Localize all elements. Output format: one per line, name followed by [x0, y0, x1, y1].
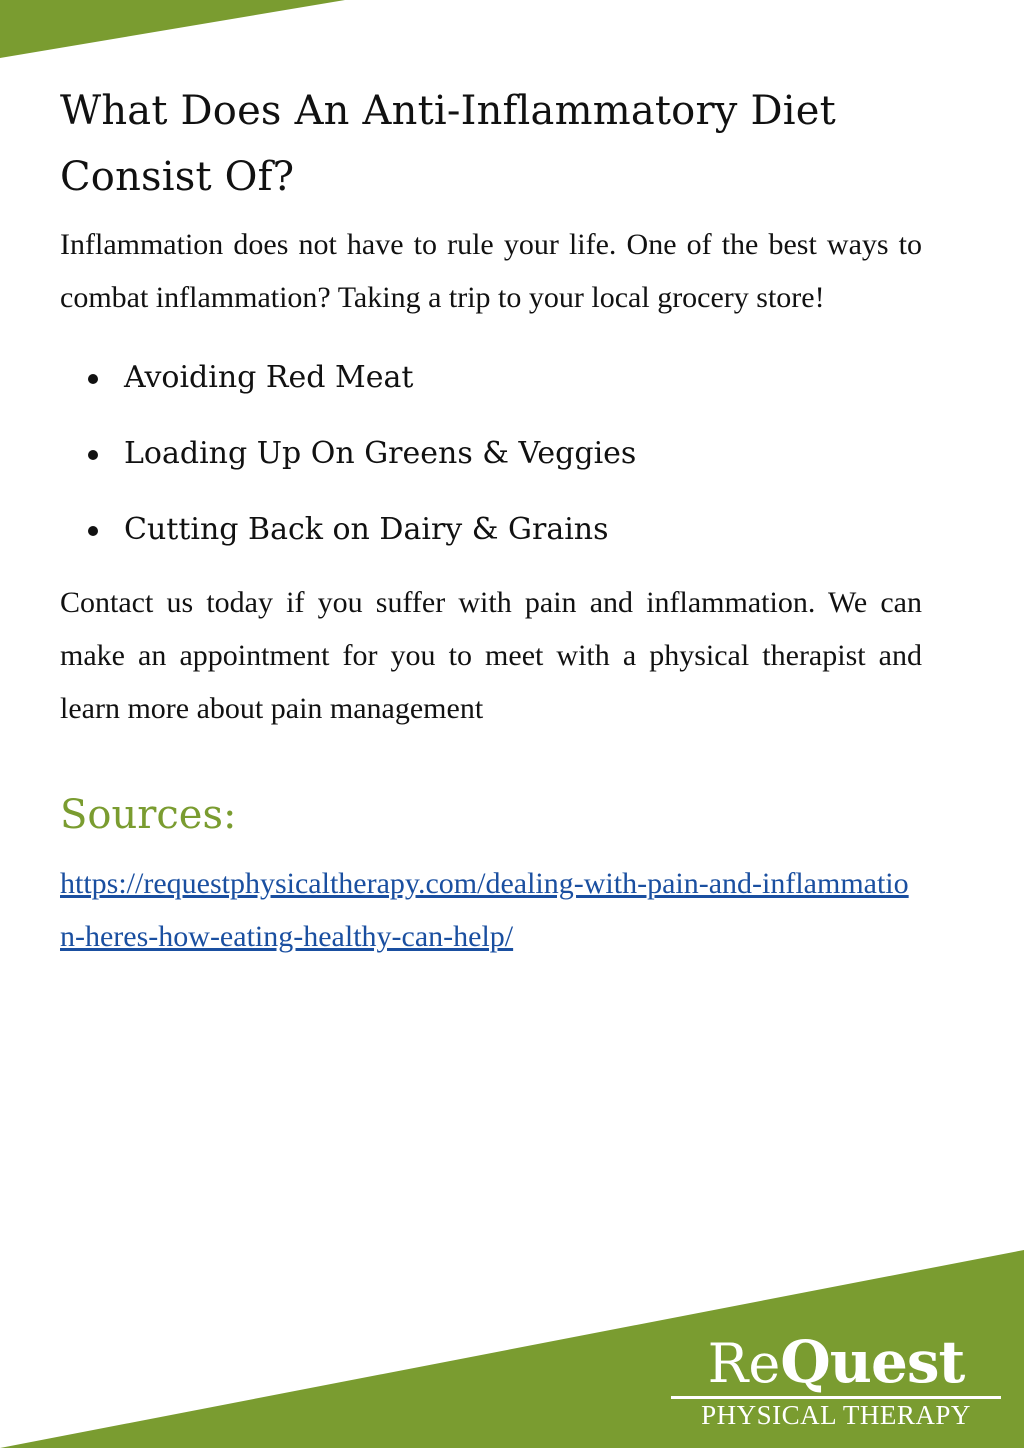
- main-content: [60, 78, 922, 963]
- bullet-icon: [88, 450, 98, 460]
- list-item-text: Loading Up On Greens & Veggies: [124, 436, 637, 471]
- diet-tips-list: [60, 358, 922, 550]
- sources-heading: Sources:: [60, 792, 237, 838]
- top-green-wedge: [0, 0, 345, 58]
- contact-paragraph: Contact us today if you suffer with pain and inflammation. We can make an appointment for you to meet with a physical therapist and learn more about pain management: [60, 586, 922, 725]
- logo-wordmark: [668, 1330, 1004, 1394]
- intro-paragraph: Inflammation does not have to rule your life. One of the best ways to combat inflammation? Taking a trip to your local grocery store!: [60, 228, 922, 314]
- bullet-icon: [88, 526, 98, 536]
- list-item-text: Avoiding Red Meat: [124, 360, 414, 395]
- logo-name-part1: Re: [707, 1332, 781, 1395]
- request-logo: [668, 1330, 1004, 1434]
- top-green-band: [0, 0, 1024, 60]
- page-title: What Does An Anti-Inflammatory Diet Consist Of?: [60, 88, 836, 200]
- logo-subtitle: PHYSICAL THERAPY: [701, 1400, 971, 1430]
- bullet-icon: [88, 374, 98, 384]
- list-item: [86, 510, 922, 550]
- list-item: [86, 434, 922, 474]
- logo-name-part2: Quest: [780, 1328, 965, 1396]
- list-item-text: Cutting Back on Dairy & Grains: [124, 512, 609, 547]
- list-item: [86, 358, 922, 398]
- source-link[interactable]: https://requestphysicaltherapy.com/dealing-with-pain-and-inflammation-heres-how-eating-healthy-can-help/: [60, 867, 909, 953]
